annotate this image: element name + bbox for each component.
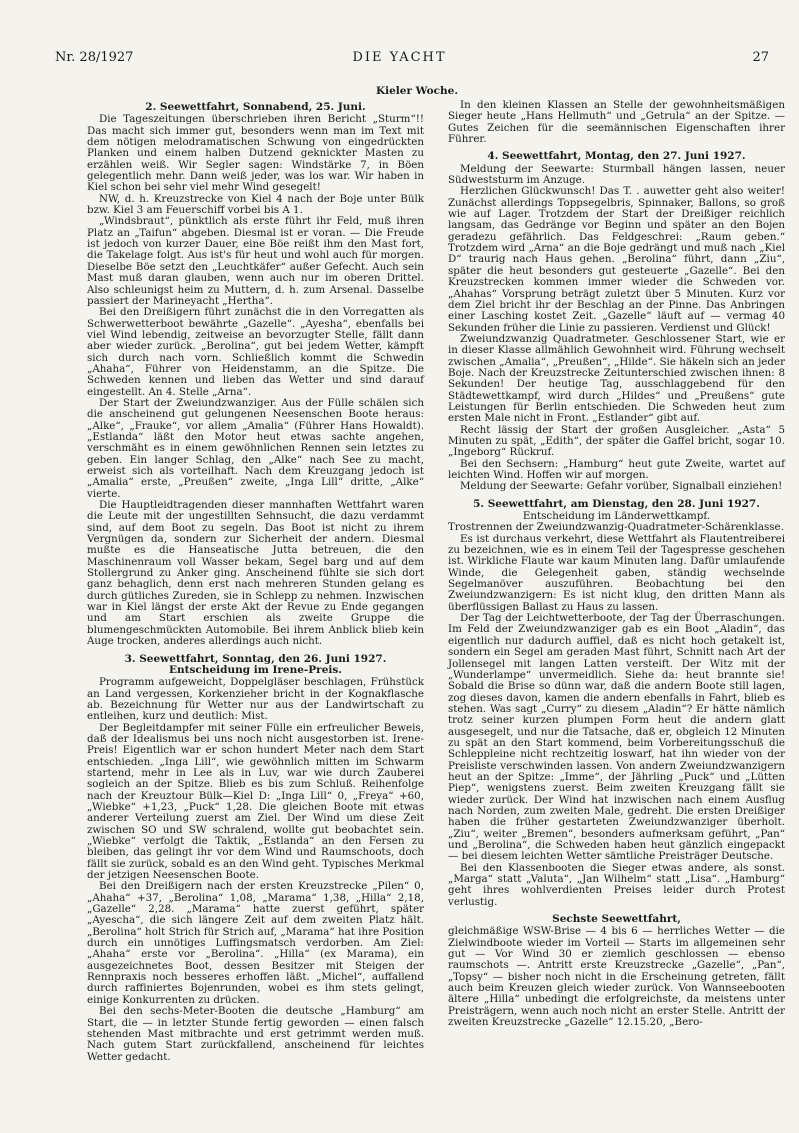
paragraph: Die Tageszeitungen überschrieben ihren Bericht „Sturm“!! Das macht sich immer gut, besonders wenn man im Text mit dem nötigen melodramatischen Schwung von eingedrückten Planken und einem halben Dutzend geknickter Masten zu erzählen weiß. Wir Segler sagen: Windstärke 7, in Böen gelegentlich mehr. Dann weiß jeder, was los war. Wir haben in Kiel schon bei sehr viel mehr Wind gesegelt! <box>87 113 424 194</box>
paragraph: Es ist durchaus verkehrt, diese Wettfahrt als Flautentreiberei zu bezeichnen, wie es in einem Teil der Tagespresse geschehen ist. Wirkliche Flaute war kaum Minuten lang. Dafür umlaufende Winde, die Gelegenheit gaben, ständig wechselnde Segelmanöver auszuführen. Beobachtung bei den Zweiundzwanzigern: Es ist nicht klug, den dritten Mann als überflüssigen Ballast zu Haus zu lassen. <box>448 532 785 613</box>
page-number: 27 <box>752 50 769 65</box>
paragraph: Der Begleitdampfer mit seiner Fülle ein erfreulicher Beweis, daß der Idealismus bei uns noch nicht ausgestorben ist. Irene-Preis! Eigentlich war er schon hundert Meter nach dem Start entschieden. „Inga Lill“, wie gewöhnlich mitten im Schwarm startend, mehr in Lee als in Luv, war wie durch Zauberei sogleich an der Spitze. Blieb es bis zum Schluß. Reihenfolge nach der Kreuztour Bülk—Kiel D: „Inga Lill“ 0, „Freya“ +60, „Wiebke“ +1,23, „Puck“ 1,28. Die gleichen Boote mit etwas anderer Verteilung zuerst am Ziel. Der Wind um diese Zeit zwischen SO und SW schralend, wollte gut beobachtet sein. „Wiebke“ verfolgt die Taktik, „Estlanda“ an den Fersen zu bleiben, das gelingt ihr vor dem Wind und Raumschoots, doch fällt sie zurück, sobald es an den Wind geht. Typisches Merkmal der jetzigen Neesenschen Boote. <box>87 721 424 882</box>
heading-4th-race: 4. Seewettfahrt, Montag, den 27. Juni 1927. <box>487 150 746 163</box>
paragraph: Zweiundzwanzig Quadratmeter. Geschlossener Start, wie er in dieser Klasse allmählich Gewohnheit wird. Führung wechselt zwischen „Amalia“, „Preußen“, „Hilde“. Sie häkeln sich an jeder Boje. Nach der Kreuzstrecke Zeitunterschied zwischen ihnen: 8 Sekunden! Der heutige Tag, ausschlaggebend für den Städtewettkampf, wird durch „Hildes“ und „Preußens“ gute Leistungen für Berlin entschieden. Die Schweden heut zum ersten Male nicht in Front. „Estlander“ gibt auf. <box>448 332 785 425</box>
paragraph: Der Start der Zweiundzwanziger. Aus der Fülle schälen sich die anscheinend gut gelungenen Neesenschen Boote heraus: „Alke“, „Frauke“, vor allem „Amalia“ (Führer Hans Howaldt). „Estlanda“ läßt den Motor heut etwas sachte angehen, verschmäht es in einem gewöhnlichen Rennen sein letztes zu geben. Ein langer Schlag, den „Alke“ nach See zu macht, erweist sich als vorteilhaft. Nach dem Kreuzgang jedoch ist „Amalia“ erste, „Preußen“ zweite, „Inga Lill“ dritte, „Alke“ vierte. <box>87 396 424 500</box>
paragraph: Bei den sechs-Meter-Booten die deutsche „Hamburg“ am Start, die — in letzter Stunde fertig geworden — einen falsch stehenden Mast mitbrachte und erst getrimmt werden muß. Nach gutem Start zurückfallend, anscheinend für leichtes Wetter gedacht. <box>87 1005 424 1063</box>
paragraph: Recht lässig der Start der großen Ausgleicher. „Asta“ 5 Minuten zu spät, „Edith“, der später die Gaffel bricht, sogar 10. „Ingeborg“ Rückruf. <box>448 423 785 459</box>
paragraph: gleichmäßige WSW-Brise — 4 bis 6 — herrliches Wetter — die Zielwindboote wieder im Vorteil — Starts im allgemeinen sehr gut — Vor Wind 30 er ziemlich geschlossen — ebenso raumschots —. Antritt erste Kreuzstrecke „Gazelle“, „Pan“, „Topsy“ — bisher noch nicht in die Erscheinung getreten, fällt auch beim Kreuzen gleich wieder zurück. Von Wannseebooten ältere „Hilla“ unbedingt die erfolgreichste, da meistens unter Preisträgern, wenn auch noch nicht an erster Stelle. Antritt der zweiten Kreuzstrecke „Gazelle“ 12.15.20, „Bero- <box>448 925 785 1029</box>
heading-5th-race: 5. Seewettfahrt, am Dienstag, den 28. Juni 1927. <box>473 497 760 510</box>
subtitle: Entscheidung im Länderwettkampf. <box>522 510 711 523</box>
section-title: Kieler Woche. <box>376 85 458 97</box>
paragraph: „Windsbraut“, pünktlich als erste führt ihr Feld, muß ihren Platz an „Taifun“ abgeben. Diesmal ist er voran. — Die Freude ist jedoch von kurzer Dauer, eine Böe reißt ihm den Mast fort, die Takelage folgt. Aus ist's für heut und wohl auch für morgen. Dieselbe Böe setzt den „Leuchtkäfer“ außer Gefecht. Auch sein Mast muß daran glauben, wenn auch nur im oberen Drittel. Also schleunigst heim zu Muttern, d. h. zum Arsenal. Dasselbe passiert der Marineyacht „Hertha“. <box>87 215 424 307</box>
issue-number: Nr. 28/1927 <box>55 50 134 65</box>
subtitle: Trostrennen der Zweiundzwanzig-Quadratmeter-Schärenklasse. <box>448 521 784 534</box>
heading-3rd-race: 3. Seewettfahrt, Sonntag, den 26. Juni 1927. Entscheidung im Irene-Preis. <box>124 652 387 676</box>
paragraph: Bei den Klassenbooten die Sieger etwas andere, als sonst. „Marga“ statt „Valuta“, „Jan Wilhelm“ statt „Lisa“. „Hamburg“ geht ihres wohlverdienten Preises leider durch Protest verlustig. <box>448 861 785 908</box>
paragraph: Bei den Sechsern: „Hamburg“ heut gute Zweite, wartet auf leichten Wind. Hoffen wir auf morgen. <box>448 457 785 481</box>
magazine-title: DIE YACHT <box>352 50 447 65</box>
paragraph: Meldung der Seewarte: Gefahr vorüber, Signalball einziehen! <box>460 480 783 493</box>
heading-2nd-race: 2. Seewettfahrt, Sonnabend, 25. Juni. <box>145 101 366 113</box>
paragraph: Meldung der Seewarte: Sturmball hängen lassen, neuer Südweststurm im Anzuge. <box>448 162 785 187</box>
paragraph: Programm aufgeweicht, Doppelgläser beschlagen, Frühstück an Land vergessen, Korkenzieher bricht in der Kognakflasche ab. Bezeichnung für Wetter nur aus der Landwirtschaft zu entleihen, kurz und deutlich: Mist. <box>87 676 424 723</box>
heading-6th-race: Sechste Seewettfahrt, <box>552 913 681 926</box>
paragraph: Die Hauptleidtragenden dieser mannhaften Wettfahrt waren die Leute mit der ungestillten Sehnsucht, die dazu verdammt sind, auf dem Boot zu segeln. Das Boot ist nicht zu ihrem Vergnügen da, sondern zur Sicherheit der andern. Diesmal mußte es die Hanseatische Jutta betreuen, die den Maschinenraum voll Wasser bekam, Segel barg und auf dem Stollergrund zu Anker ging. Anscheinend fühlte sie sich dort ganz behaglich, denn erst nach mehreren Stunden gelang es durch gütliches Zureden, sie in Schlepp zu nehmen. Inzwischen war in Kiel längst der erste Akt der Revue zu Ende gegangen und am Start erschien als zweite Gruppe die blumengeschmückten Automobile. Bei ihrem Anblick blieb kein Auge trocken, anderes allerdings auch nicht. <box>87 499 424 648</box>
paragraph: Herzlichen Glückwunsch! Das T. . auwetter geht also weiter! Zunächst allerdings Toppsegelbris, Spinnaker, Ballons, so groß wie auf Lager. Trotzdem der Start der Dreißiger reichlich langsam, das Gedränge vor Beginn und später an den Bojen geradezu gefährlich. Das Feldgeschrei: „Raum geben.“ Trotzdem wird „Arna“ an die Boje gedrängt und muß nach „Kiel D“ traurig nach Haus gehen. „Berolina“ führt, dann „Ziu“, später die heut besonders gut gesteuerte „Gazelle“. Bei den Kreuzstrecken kommen immer wieder die Schweden vor. „Ahahas“ Vorsprung beträgt zuletzt über 5 Minuten. Kurz vor dem Ziel bricht ihr der Beschlag an der Pinne. Das Anbringen einer Lasching kostet Zeit. „Gazelle“ läuft auf — vermag 40 Sekunden früher die Linie zu passieren. Verdienst und Glück! <box>448 185 785 334</box>
left-column <box>87 100 424 1063</box>
paragraph: Der Tag der Leichtwetterboote, der Tag der Überraschungen. Im Feld der Zweiundzwanziger gab es ein Boot „Aladin“, das eigentlich nur dadurch auffiel, daß es nicht hoch getakelt ist, sondern ein Segel am geraden Mast führt, Schnitt nach Art der Jollensegel mit langen Latten versteift. Der Witz mit der „Wunderlampe“ unvermeidlich. Siehe da: heut brannte sie! Sobald die Brise so dünn war, daß die andern Boote still lagen, zog dieses davon, kamen die andern ebenfalls in Fahrt, blieb es stehen. Was sagt „Curry“ zu diesem „Aladin“? Er hätte nämlich trotz seiner kurzen plumpen Form heut die andern glatt ausgesegelt, und nur die Tatsache, daß er, obgleich 12 Minuten zu spät an den Start kommend, beim Vorbereitungsschuß die Schleppleine nicht rechtzeitig loswarf, hat ihn wieder von der Preisliste verschwinden lassen. Von andern Zweiundzwanzigern heut an der Spitze: „Imme“, der Jährling „Puck“ und „Lütten Piep“, wenigstens zuerst. Beim zweiten Kreuzgang fällt sie wieder zurück. Der Wind hat inzwischen nach einem Ausflug nach Norden, zum zweiten Male, gedreht. Die ersten Dreißiger haben die früher gestarteten Zweiundzwanziger überholt. „Ziu“, weiter „Bremen“, besonders aufmerksam geführt, „Pan“ und „Berolina“, die Schweden haben heut gänzlich eingepackt — bei diesem leichten Wetter sämtliche Preisträger Deutsche. <box>448 612 785 863</box>
paragraph: Bei den Dreißigern führt zunächst die in den Vorregatten als Schwerwetterboot bewährte „Gazelle“. „Ayesha“, ebenfalls bei viel Wind lebendig, zeitweise an bevorzugter Stelle, fällt dann aber wieder zurück. „Berolina“, gut bei jedem Wetter, kämpft sich durch nach vorn. Schließlich kommt die Schwedin „Ahaha“, Führer von Heidenstamm, an die Spitze. Die Schweden kennen und lieben das Wetter und sind darauf eingestellt. An 4. Stelle „Arna“. <box>87 306 424 398</box>
paragraph: Bei den Dreißigern nach der ersten Kreuzstrecke „Pilen“ 0, „Ahaha“ +37, „Berolina“ 1,08, „Marama“ 1,38, „Hilla“ 2,18, „Gazelle“ 2,28. „Marama“ hatte zuerst geführt, später „Ayescha“, die sich längere Zeit auf dem zweiten Platz hält. „Berolina“ holt Strich für Strich auf, „Marama“ hat ihre Position durch ein unnötiges Luffingsmatsch verdorben. Am Ziel: „Ahaha“ erste vor „Berolina“. „Hilla“ (ex Marama), ein ausgezeichnetes Boot, dessen Besitzer mit Steigen der Rennpraxis noch besseres erhoffen läßt. „Michel“, auffallend durch raffiniertes Bojenrunden, wobei es ihm stets gelingt, einige Konkurrenten zu drücken. <box>87 880 424 1006</box>
paragraph: In den kleinen Klassen an Stelle der gewohnheitsmäßigen Sieger heute „Hans Hellmuth“ und „Getrula“ an der Spitze. — Gutes Zeichen für die seemännischen Eigenschaften ihrer Führer. <box>448 99 785 146</box>
right-column <box>448 100 785 1029</box>
paragraph: NW, d. h. Kreuzstrecke von Kiel 4 nach der Boje unter Bülk bzw. Kiel 3 am Feuerschiff vorbei bis A 1. <box>87 192 424 217</box>
